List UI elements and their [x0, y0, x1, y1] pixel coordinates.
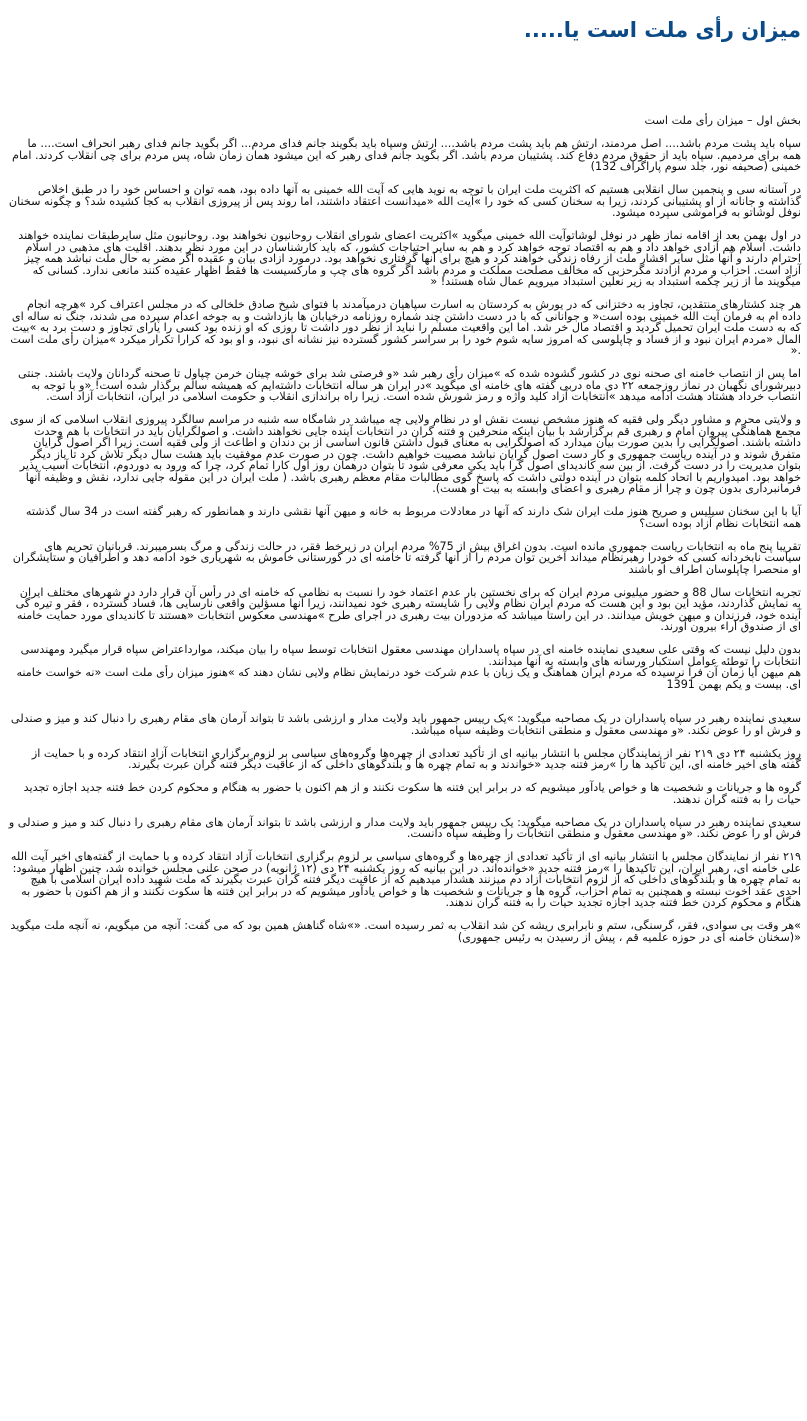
paragraph: تقریبا پنج ماه به انتخابات ریاست جمهوری مانده است. بدون اغراق بیش از 75% مردم ایران در زیرخط فقر، در حالت زندگی و مرگ بسرمیبرند. قربانیان تحریم های سیاست نابخردانه کسی که خودرا رهبرنظام میداند آخرین توان مردم را از آنها گرفته تا خامنه ای در گورستانی خاموش به شهریاری خود ادامه دهد و اطرافیان و ستایشگران او منحصرا چاپلوسان اطراف او باشند	[12, 539, 801, 576]
paragraph: بدون دلیل نیست که وقتی علی سعیدی نماینده خامنه ای در سپاه پاسداران مهندسی معقول انتخابات توسط سپاه را بیان میکند، موارداعتراض سپاه قرار میگیرد ومهندسی انتخابات را توطئه عوامل استکبار ورسانه های وابسته به آنها میدانند.	[20, 643, 801, 668]
paragraph: اما پس از انتصاب خامنه ای صحنه نوی در کشور گشوده شده که »میزان رأی رهبر شد «و فرصتی شد برای خوشه چینان خرمن چپاول تا صحنه گردانان ولایت باشند. جنتی دبیرشورای نگهبان در نماز روزجمعه ۲۲ دی ماه دربی گفته های خامنه ای میگوید »در ایران هر ساله انتخابات داشته‌ایم که همیشه سالم برگذار شده است! «و با توجه به انتصاب خرداد هشتاد هشت ادامه میدهد »انتخابات آزاد کلید واژه و رمز شورش شده است. زیرا راه براندازی انقلاب و حکومت اسلامی در ایران، انتخابات آزاد است.	[17, 367, 801, 403]
paragraph: روز یکشنبه ۲۴ دی ۲۱۹ نفر از نمایندگان مجلس با انتشار بیانیه ای از تأکید تعدادی از چهره‌ها وگروه‌های سیاسی بر لزوم برگزاری انتخابات آزاد انتقاد کرده و با حمایت از گفته های اخیر خامنه ای، این تأکید ها را »رمز فتنه جدید «خواندند و به تمام چهره ها و بلندگوهای داخلی که از عاقبت دیگر فتنه گران عبرت بگیرند.	[31, 746, 801, 771]
paragraph: سعیدی نماینده رهبر در سپاه پاسداران در یک مصاحبه میگوید: »یک رییس جمهور باید ولایت مدار و ارزشی باشد تا بتواند آرمان های مقام رهبری را دنبال کند و میز و صندلی و فرش او را عوض نکند. «و مهندسی معقول و منطقی انتخابات وظیفه سپاه میباشد.	[10, 712, 801, 737]
paragraph: آیا با این سخنان سیلیس و صریح هنوز ملت ایران شک دارند که آنها در معادلات مربوط به خانه و میهن آنها نقشی دارند و همانطور که رهبر گفته است در 34 سال گذشته همه انتخابات نظام آزاد بوده است؟	[25, 505, 801, 530]
paragraph: هر چند کشتارهای منتقدین، تجاوز به دختزانی که در یورش به کردستان به اسارت سپاهیان درمیآمدند با فتوای شیخ صادق خلخالی که در مجلس اعتراف کرد »هرچه انجام داده ام به فرمان آیت الله خمینی بوده است« و جوانانی که با در دست داشتن چند شماره روزنامه درخیابان ها بازداشت و به جوخه اعدام سپرده می شدند، جنگ نه ساله ای که به دست ملت ایران تحمیل گردید و اقتصاد مال خر شد. اما این واقعیت مسلم را نباید از نظر دور داشت تا روزی که او زنده بود کسی را یارای تجاوز و دست برد به »بیت المال «مردم ایران نبود و از فساد و چاپلوسی که امروز سایه شوم خود را بر سراسر کشور گسترده نیز نشانه ای نبود، و او بود که کرارا تکرار میکرد »میزان رأی ملت است .«	[10, 298, 801, 357]
page-title: میزان رأی ملت است یا.....	[523, 18, 801, 42]
paragraph: ۲۱۹ نفر از نمایندگان مجلس با انتشار بیانیه ای از تأکید تعدادی از چهره‌ها و گروه‌های سیاسی بر لزوم برگزاری انتخابات آزاد انتقاد کرده و با حمایت از گفته‌های اخیر آیت الله علی خامنه ای، رهبر ایران، این تاکیدها را »رمز فتنه جدید «خوانده‌اند. در این بیانیه که روز یکشنبه ۲۴ دی (۱۲ ژانویه) در صحن علنی مجلس خوانده شد، چنین اظهار میشود: به تمام چهره ها و بلندگوهای داخلی که از لزوم انتخابات آزاد دم میزنند هشدار میدهیم که از عاقبت دیگر فتنه گران عبرت بگیرند که ملت شهید داده ایران اسلامی با هیچ احدی عقد اخوت نبسته و همچنین به تمام احزاب، گروه ها و جریانات و شخصیت ها و خواص یادآور میشویم که در برابر این فتنه ها سکوت نکنند و از هم اکنون با حضور به هنگام و محکوم کردن خط فتنه جدید اجازه تجدید حیات را به فتنه گران ندهند.	[10, 850, 801, 909]
paragraph: سپاه باید پشت مردم باشد.... اصل مردمند، ارتش هم باید پشت مردم باشد.... ارتش وسپاه باید بگویند جانم فدای مردم... اگر بگوید جانم فدای رهبر انحراف است.... ما همه برای مردمیم. سپاه باید از حقوق مردم دفاع کند. پشتیبان مردم باشد. اگر بگوید جانم فدای رهبر که این میشود همان زمان شاه، پس مردم برای چی انقلاب کردند. امام خمینی (صحیفه نور، جلد سوم پاراگراف 132)	[12, 137, 801, 173]
paragraph: تجربه انتخابات سال 88 و حضور میلیونی مردم ایران که برای نخستین بار عدم اعتماد خود را نسبت به نظامی که خامنه ای در رأس آن قرار دارد در شهرهای مختلف ایران به نمایش گذاردند، مؤید این بود و این هست که مردم ایران نظام ولایی را شایسته رهبری خود نمیدانند، زیرا آنها مسؤلین واقعی نارسایی ها، فساد گسترده ، فقر و تیره گی آینده خود، فرزندان و میهن خویش میدانند. در این راستا میباشد که مزدوران بیت رهبری در اجرای طرح »مهندسی معکوس انتخابات «هستند تا کاندیدای مورد حمایت خامنه ای از صندوق آراء بیرون آورند.	[15, 585, 801, 633]
paragraph: هم میهن آیا زمان آن فرا نرسیده که مردم ایران هماهنگ و یک زبان با عدم شرکت خود درنمایش نظام ولایی نشان دهند که »هنوز میزان رأی ملت است «نه خواست خامنه ای. بیست و یکم بهمن 1391	[16, 666, 801, 691]
paragraph: »هر وقت بی سوادی، فقر، گرسنگی، ستم و نابرابری ریشه کن شد انقلاب به ثمر رسیده است. «»شاه گناهش همین بود که می گفت: آنچه من میگویم، نه آنچه ملت میگوید «(سخنان خامنه ای در حوزه علمیه قم ، پیش از رسیدن به رئیس جمهوری)	[10, 919, 801, 944]
article-body	[8, 115, 801, 955]
paragraph: سعیدی نماینده رهبر در سپاه پاسداران در یک مصاحبه میگوید: یک رییس جمهور باید ولایت مدار و ارزشی باشد تا بتواند آرمان های مقام رهبری را دنبال کند و میز و صندلی و فرش او را عوض نکند. «و مهندسی معقول و منطقی انتخابات را وظیفه سپاه دانست.	[8, 815, 801, 840]
section-heading: بخش اول – میزان رأی ملت است	[644, 114, 801, 127]
paragraph: گروه ها و جریانات و شخصیت ها و خواص یادآور میشویم که در برابر این فتنه ها سکوت نکنند و از هم اکنون با حضور به هنگام و محکوم کردن خط فتنه جدید اجازه تجدید حیات را به فتنه گران ندهند.	[23, 781, 801, 806]
paragraph: در آستانه سی و پنجمین سال انقلابی هستیم که اکثریت ملت ایران با توجه به نوید هایی که آیت الله خمینی به آنها داده بود، همه توان و احساس خود را در طبق اخلاص گذاشته و جانانه از او پشتیبانی کردند، زیرا به سخنان کسی که خود را »آیت الله «میدانست اعتقاد داشتند، اما روند پس از پیروزی انقلاب به کجا کشیده شد؟ و چگونه سخنان نوفل لوشاتو به فراموشی سپرده میشود.	[8, 183, 801, 219]
paragraph: و ولایتی محرم و مشاور دیگر ولی فقیه که هنوز مشخص نیست نقش او در نظام ولایی چه میباشد در شامگاه سه شنبه در مراسم سالگرد پیروزی انقلاب اسلامی که از سوی مجمع هماهنگی پیروان امام و رهبری قم برگزارشد با بیان اینکه منحرفین و فتنه گران در انتخابات آینده جایی نخواهند داشت. و اصولگرایان باید در انتخابات با هم وحدت داشته باشند. اصولگرایی را بدین صورت بیان میدارد که اصولگرایی به معنای قبول داشتن قانون اساسی از بن دندان و اطاعت از ولی فقیه است. زیرا اگر اصول گرایان متفرق شوند و در آینده ریاست جمهوری و کار دست اصول گرایان نباشد مصیبت خواهیم داشت. چون در صورت عدم موفقیت باید هشت سال دیگر تلاش کرد تا باز دیگر بتوان مدیریت را در دست گرفت. از بین سه کاندیدای اصول گرا باید یکی معرفی شود تا بتوان درهمان روز اول کارا تمام کرد، چرا که ورود به دوردوم، انتخابات آسیب پذیر خواهد بود. امیدواریم با اتحاد کلمه بتوان در آینده دولتی داشت که پاسخ گوی مطالبات مقام معظم رهبری باشد. ( ملت ایران در این مقوله جایی ندارد، نقش و وظیفه آنها فرمانبرداری بدون چون و چرا از مقام رهبری و اعضای وابسته به بیت او هست).	[10, 413, 801, 495]
paragraph: در اول بهمن بعد از اقامه نماز ظهر در نوفل لوشاتوآیت الله خمینی میگوید »اکثریت اعضای شورای انقلاب روحانیون نخواهند بود. روحانیون مثل سایرطبقات نماینده خواهند داشت. اسلام هم آزادی خواهد داد و هم به اقتصاد توجه خواهد کرد و هم به سایر احتیاجات کشور، که باید کارشناسان در این مورد نظر بدهند. اقلیت های مذهبی در اسلام احترام دارند و آنها مثل سایر اقشار ملت از رفاه زندگی خواهند کرد و هیچ برای آنها گرفتاری نخواهد بود. درمورد ازادی بیان و عقیده اگر مضر به حال ملت نباشد همه چیز آزاد است. احزاب و مردم ازادند مگرحزبی که مخالف مصلحت مملکت و مردم باشد اگر گروه های چپ و مارکسیست ها فقط اظهار عقیده کنند مانعی ندارد. کسانی که میگویند ما از زیر چکمه استبداد به زیر نعلین استبداد میرویم عمال شاه هستند! «	[18, 229, 801, 288]
